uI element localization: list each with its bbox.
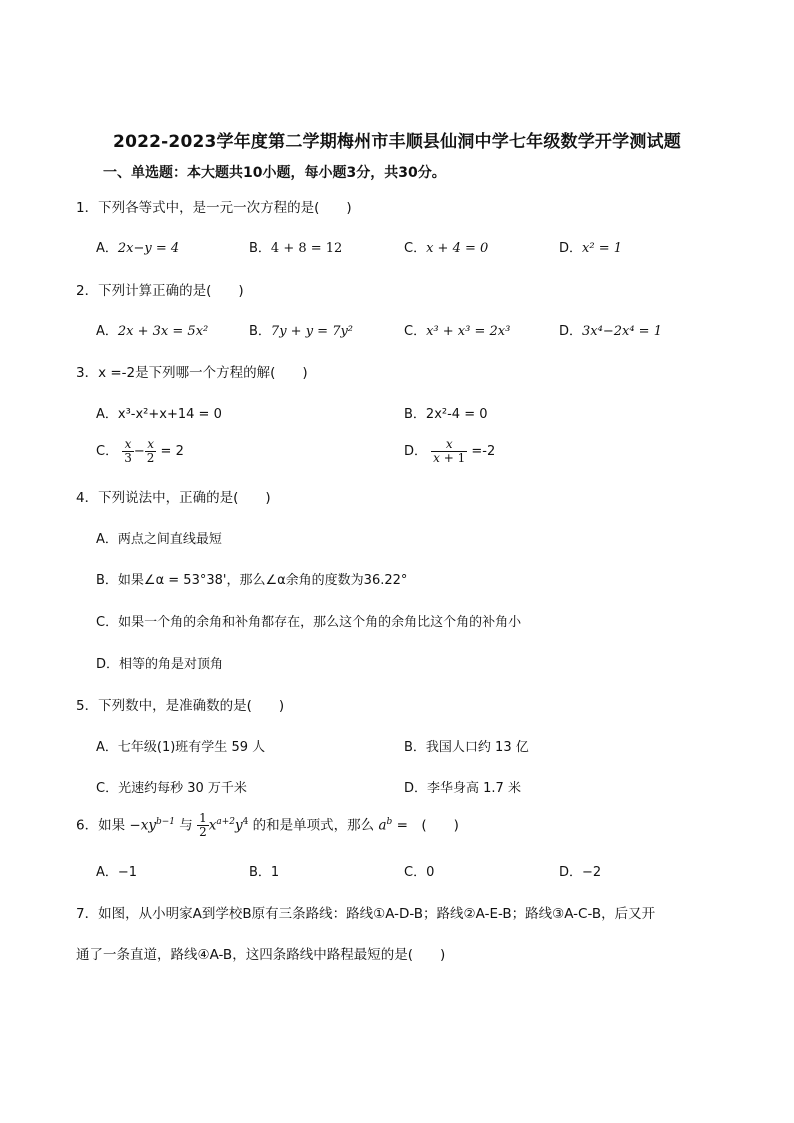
question-5-stem: 5．下列数中，是准确数的是( ) [76, 698, 285, 714]
q4-option-b: B．如果∠α = 53°38'，那么∠α余角的度数为36.22° [96, 573, 408, 588]
q4-option-a: A．两点之间直线最短 [96, 532, 222, 547]
q3-option-c: C． $\frac{x}{3}$ − $\frac{x}{2}$ = 2 [96, 437, 184, 465]
q2-option-c: C．x³ + x³ = 2x³ [404, 324, 511, 339]
question-7-stem-line2: 通了一条直道，路线④A-B，这四条路线中路程最短的是( ) [76, 947, 446, 963]
exam-title: 2022-2023学年度第二学期梅州市丰顺县仙洞中学七年级数学开学测试题 [113, 132, 681, 152]
question-3-stem: 3．x =-2是下列哪一个方程的解( ) [76, 365, 308, 381]
q5-option-c: C．光速约每秒 30 万千米 [96, 781, 247, 796]
q2-option-a: A．2x + 3x = 5x² [96, 324, 209, 339]
q1-option-a: A．2x−y = 4 [96, 241, 180, 256]
q5-option-d: D．李华身高 1.7 米 [404, 781, 521, 796]
q1-option-c: C．x + 4 = 0 [404, 241, 489, 256]
q6-option-d: D．−2 [559, 865, 602, 880]
q1-option-b: B．4 + 8 = 12 [249, 241, 343, 256]
q4-option-d: D．相等的角是对顶角 [96, 657, 224, 672]
q3-option-d: D． $\frac{x}{x + 1}$ =-2 [404, 437, 496, 465]
q6-option-b: B．1 [249, 865, 280, 880]
q3-option-b: B．2x²-4 = 0 [404, 407, 488, 422]
q4-option-c: C．如果一个角的余角和补角都存在，那么这个角的余角比这个角的补角小 [96, 615, 522, 630]
q1-option-d: D．x² = 1 [559, 241, 622, 256]
question-2-stem: 2．下列计算正确的是( ) [76, 283, 244, 299]
question-4-stem: 4．下列说法中，正确的是( ) [76, 490, 271, 506]
section-heading: 一、单选题：本大题共10小题，每小题3分，共30分。 [103, 165, 446, 181]
q5-option-a: A．七年级(1)班有学生 59 人 [96, 740, 266, 755]
q2-option-d: D．3x⁴−2x⁴ = 1 [559, 324, 662, 339]
q6-option-c: C．0 [404, 865, 435, 880]
q5-option-b: B．我国人口约 13 亿 [404, 740, 529, 755]
q6-option-a: A．−1 [96, 865, 138, 880]
q2-option-b: B．7y + y = 7y² [249, 324, 354, 339]
question-7-stem-line1: 7．如图，从小明家A到学校B原有三条路线：路线①A-D-B；路线②A-E-B；路线③A-C-B，后又开 [76, 906, 656, 922]
question-6-stem: 6．如果 $-xy^{b-1}$ 与 $\frac{1}{2}$ $x^{a+2}y^4$ 的和是单项式，那么 $a^b$ = ( ) [76, 811, 459, 839]
question-1-stem: 1．下列各等式中，是一元一次方程的是( ) [76, 200, 352, 216]
q3-option-a: A．x³-x²+x+14 = 0 [96, 407, 222, 422]
